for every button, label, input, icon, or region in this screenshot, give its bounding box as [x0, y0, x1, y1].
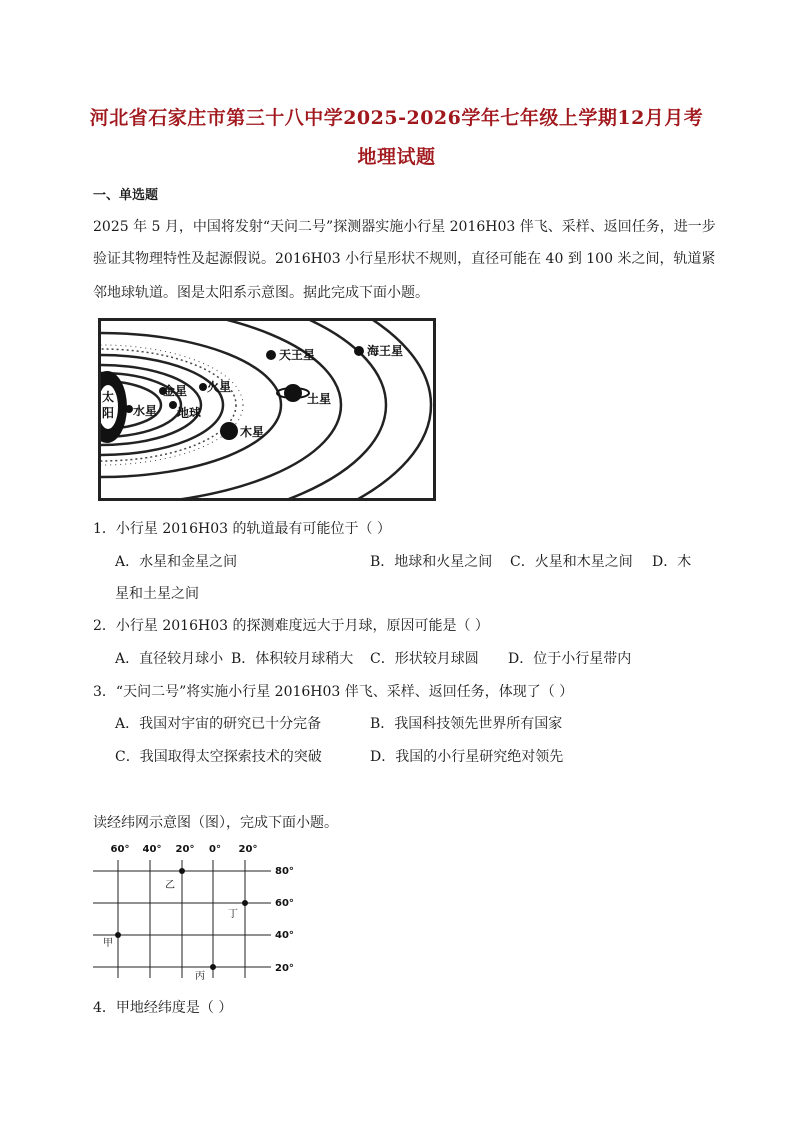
point-ding [242, 900, 248, 906]
q3-stem: 3．“天问二号”将实施小行星 2016H03 伴飞、采样、返回任务，体现了（ ） [93, 684, 574, 700]
mars-dot [199, 383, 207, 391]
q1-option-c: C．火星和木星之间 [510, 554, 633, 570]
document-title: 河北省石家庄市第三十八中学2025-2026学年七年级上学期12月月考 [89, 107, 704, 129]
point-bing-label: 丙 [195, 971, 205, 982]
sun-label: 太阳 [101, 390, 115, 420]
q1-option-a: A．水星和金星之间 [115, 554, 238, 570]
lon-label-60: 60° [110, 844, 130, 855]
point-bing [210, 964, 216, 970]
lat-label-60: 60° [275, 898, 294, 909]
point-jia-label: 甲 [103, 938, 113, 949]
solar-system-diagram [101, 321, 433, 498]
lat-lon-grid-diagram [93, 838, 303, 988]
q3-option-a: A．我国对宇宙的研究已十分完备 [115, 716, 322, 732]
document-subtitle: 地理试题 [357, 146, 436, 168]
q1-option-d: D．木 [652, 554, 692, 570]
lon-label-40: 40° [142, 844, 162, 855]
lat-label-40: 40° [275, 930, 294, 941]
q1-option-d-wrap: 星和土星之间 [115, 586, 199, 602]
q3-option-d: D．我国的小行星研究绝对领先 [370, 749, 564, 765]
jupiter-dot [220, 422, 238, 440]
mercury-dot [125, 405, 133, 413]
q3-option-c: C．我国取得太空探索技术的突破 [115, 749, 322, 765]
jupiter-label: 木星 [240, 425, 265, 439]
lat-label-20: 20° [275, 963, 294, 974]
q1-option-b: B．地球和火星之间 [370, 554, 493, 570]
uranus-label: 天王星 [279, 348, 316, 362]
q2-option-b: B．体积较月球稍大 [231, 651, 354, 667]
saturn-dot [284, 384, 302, 402]
point-yi-label: 乙 [165, 880, 175, 891]
uranus-dot [266, 350, 276, 360]
q4-stem: 4．甲地经纬度是（ ） [93, 1000, 233, 1016]
earth-dot [169, 401, 177, 409]
q3-option-b: B．我国科技领先世界所有国家 [370, 716, 563, 732]
lat-lon-grid-figure [93, 838, 303, 988]
mercury-label: 水星 [133, 404, 158, 418]
intro-line-1: 2025 年 5 月，中国将发射“天问二号”探测器实施小行星 2016H03 伴飞、采样、返回任务，进一步 [93, 219, 716, 235]
q2-option-d: D．位于小行星带内 [508, 651, 632, 667]
q1-stem: 1．小行星 2016H03 的轨道最有可能位于（ ） [93, 521, 391, 537]
point-jia [115, 932, 121, 938]
neptune-dot [354, 346, 364, 356]
neptune-label: 海王星 [367, 344, 404, 358]
q2-stem: 2．小行星 2016H03 的探测难度远大于月球，原因可能是（ ） [93, 618, 489, 634]
section-heading: 一、单选题 [93, 188, 159, 203]
intro-line-2: 验证其物理特性及起源假说。2016H03 小行星形状不规则，直径可能在 40 到 100 米之间，轨道紧 [93, 251, 716, 267]
lon-label-0: 0° [209, 844, 221, 855]
earth-label: 地球 [177, 406, 202, 420]
venus-label: 金星 [163, 384, 188, 398]
point-ding-label: 丁 [228, 909, 238, 920]
intro-line-3: 邻地球轨道。图是太阳系示意图。据此完成下面小题。 [93, 285, 429, 301]
mars-label: 火星 [207, 380, 232, 394]
lon-label-20w: 20° [175, 844, 195, 855]
lat-label-80: 80° [275, 866, 294, 877]
saturn-label: 土星 [307, 392, 332, 406]
grid-intro: 读经纬网示意图（图），完成下面小题。 [93, 815, 338, 831]
solar-system-figure [98, 318, 436, 501]
lon-label-20e: 20° [238, 844, 258, 855]
q2-option-a: A．直径较月球小 [115, 651, 224, 667]
point-yi [179, 868, 185, 874]
q2-option-c: C．形状较月球圆 [370, 651, 479, 667]
